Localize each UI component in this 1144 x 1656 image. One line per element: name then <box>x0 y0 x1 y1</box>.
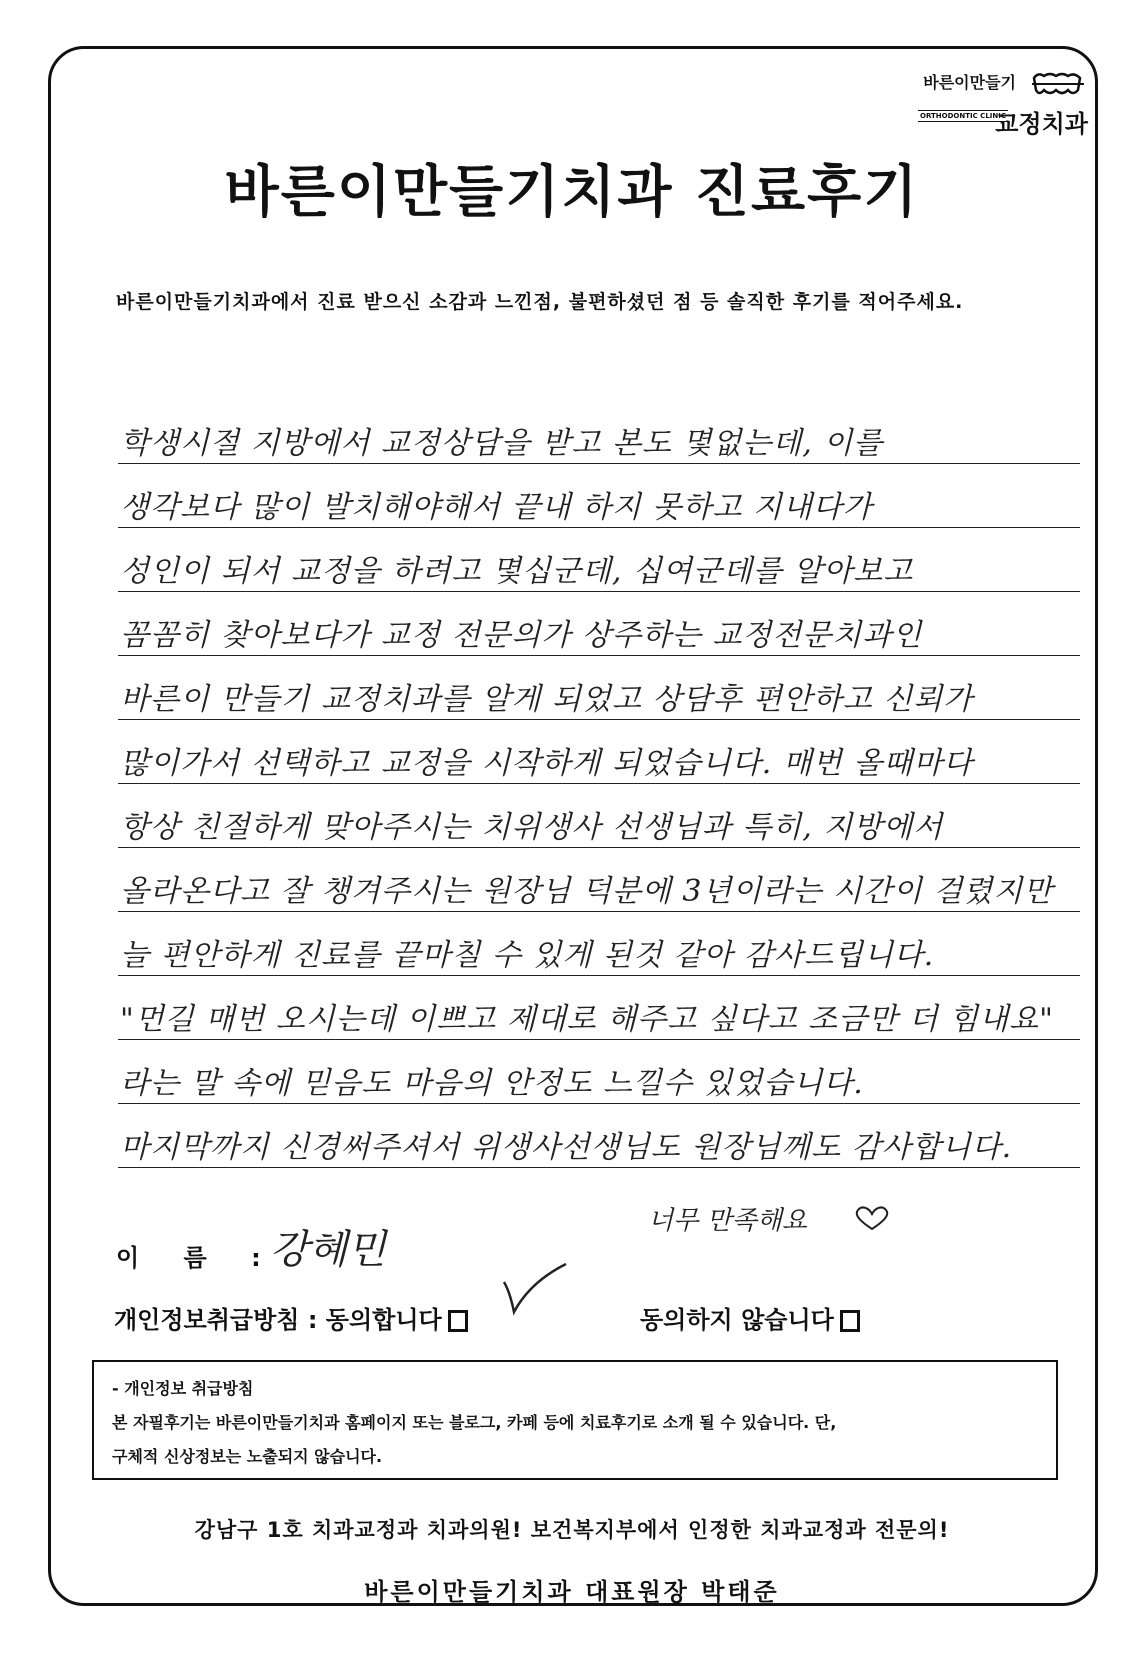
ruled-line <box>118 591 1080 592</box>
ruled-line <box>118 783 1080 784</box>
teeth-logo-icon <box>1028 70 1088 104</box>
ruled-line <box>118 655 1080 656</box>
closing-note: 너무 만족해요 <box>648 1206 807 1236</box>
ruled-line <box>118 911 1080 912</box>
review-line: 항상 친절하게 맞아주시는 치위생사 선생님과 특히, 지방에서 <box>120 810 944 845</box>
notice-line: 본 자필후기는 바른이만들기치과 홈페이지 또는 블로그, 카페 등에 치료후기로 소개 될 수 있습니다. 단, <box>112 1413 837 1432</box>
footer-signature: 바른이만들기치과 대표원장 박태준 <box>364 1578 780 1606</box>
logo-top-text: 바른이만들기 <box>923 73 1016 92</box>
policy-disagree-label: 동의하지 않습니다 <box>640 1306 834 1334</box>
heart-icon <box>852 1205 892 1233</box>
review-line: "먼길 매번 오시는데 이쁘고 제대로 해주고 싶다고 조금만 더 힘내요" <box>120 1002 1054 1037</box>
clinic-logo <box>908 70 1088 140</box>
check-mark-icon <box>500 1262 570 1318</box>
ruled-line <box>118 975 1080 976</box>
notice-heading: - 개인정보 취급방침 <box>112 1379 254 1398</box>
review-line: 라는 말 속에 믿음도 마음의 안정도 느낄수 있었습니다. <box>120 1066 864 1101</box>
logo-clinic-text: 교정치과 <box>995 110 1088 138</box>
ruled-line <box>118 1039 1080 1040</box>
ruled-line <box>118 1103 1080 1104</box>
instruction-text: 바른이만들기치과에서 진료 받으신 소감과 느낀점, 불편하셨던 점 등 솔직한 후기를 적어주세요. <box>116 291 964 313</box>
review-line: 바른이 만들기 교정치과를 알게 되었고 상담후 편안하고 신뢰가 <box>120 682 974 717</box>
logo-sub-text: ORTHODONTIC CLINIC <box>920 112 1006 120</box>
review-line: 꼼꼼히 찾아보다가 교정 전문의가 상주하는 교정전문치과인 <box>120 618 923 653</box>
review-line: 많이가서 선택하고 교정을 시작하게 되었습니다. 매번 올때마다 <box>120 746 974 781</box>
review-line: 생각보다 많이 발치해야해서 끝내 하지 못하고 지내다가 <box>120 490 873 525</box>
policy-disagree-option[interactable] <box>640 1300 860 1335</box>
name-label: 이 름 : <box>116 1244 279 1272</box>
ruled-line <box>118 719 1080 720</box>
notice-line: 구체적 신상정보는 노출되지 않습니다. <box>112 1447 383 1466</box>
review-line: 마지막까지 신경써주셔서 위생사선생님도 원장님께도 감사합니다. <box>120 1130 1013 1165</box>
ruled-line <box>118 1167 1080 1168</box>
page-title: 바른이만들기치과 진료후기 <box>224 160 920 225</box>
footer-tagline: 강남구 1호 치과교정과 치과의원! 보건복지부에서 인정한 치과교정과 전문의! <box>194 1518 950 1542</box>
name-value: 강혜민 <box>270 1227 386 1273</box>
policy-agree-option[interactable] <box>114 1300 468 1335</box>
privacy-notice-box <box>92 1360 1058 1480</box>
disagree-checkbox[interactable] <box>840 1310 860 1332</box>
ruled-line <box>118 527 1080 528</box>
policy-agree-label: 개인정보취급방침 : 동의합니다 <box>114 1306 442 1334</box>
review-line: 성인이 되서 교정을 하려고 몇십군데, 십여군데를 알아보고 <box>120 554 914 589</box>
agree-checkbox[interactable] <box>448 1310 468 1332</box>
ruled-line <box>118 847 1080 848</box>
review-line: 늘 편안하게 진료를 끝마칠 수 있게 된것 같아 감사드립니다. <box>120 938 935 973</box>
review-line: 학생시절 지방에서 교정상담을 받고 본도 몇없는데, 이를 <box>120 426 884 461</box>
review-line: 올라온다고 잘 챙겨주시는 원장님 덕분에 3년이라는 시간이 걸렸지만 <box>120 874 1054 909</box>
ruled-line <box>118 463 1080 464</box>
